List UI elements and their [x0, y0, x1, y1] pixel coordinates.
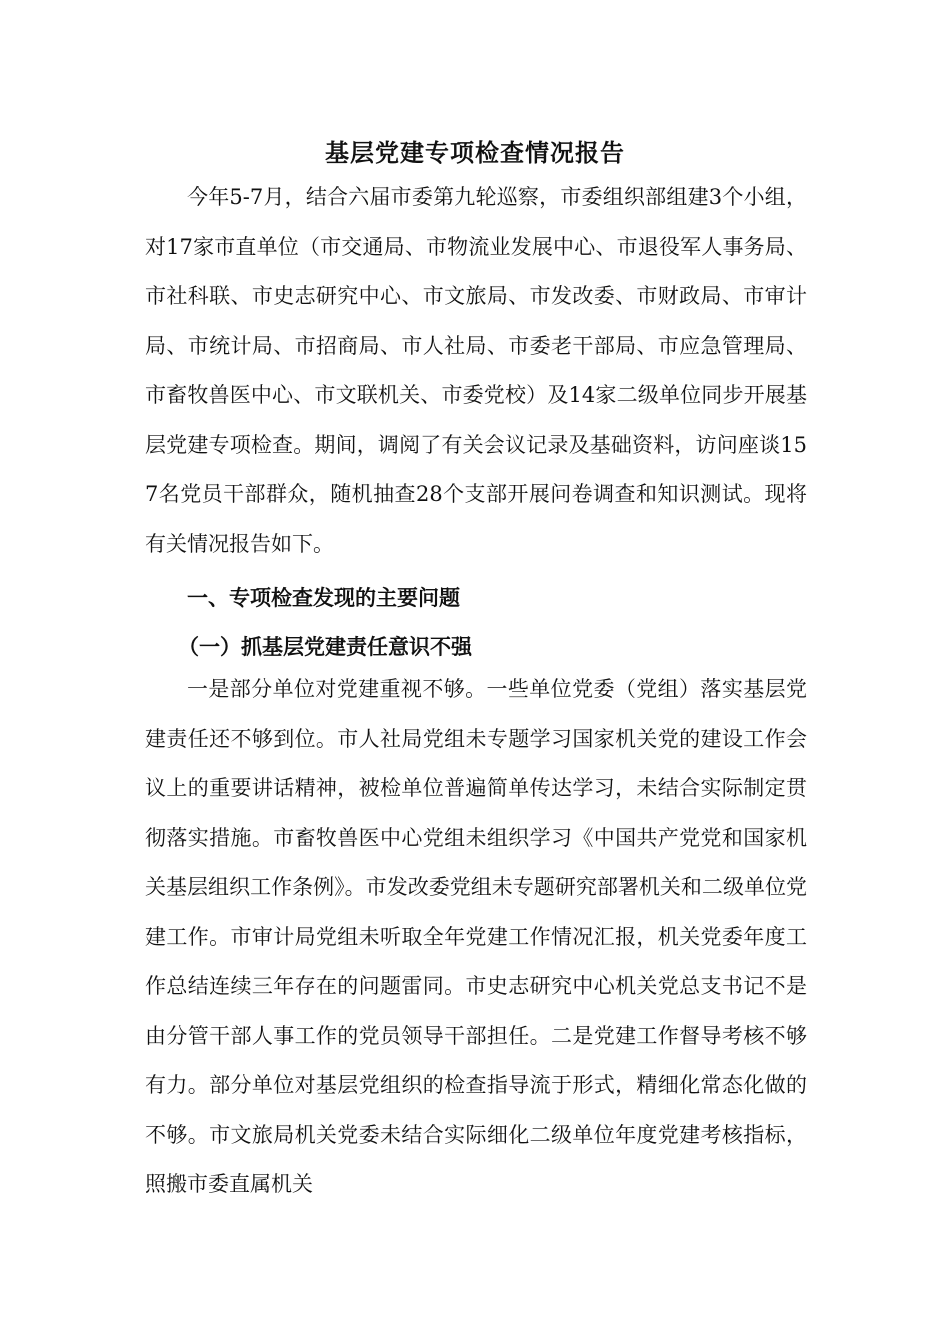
section-heading: 一、专项检查发现的主要问题: [187, 585, 460, 610]
document-title: 基层党建专项检查情况报告: [325, 138, 625, 167]
subsection-heading: （一）抓基层党建责任意识不强: [178, 634, 472, 659]
intro-paragraph: 今年5-7月，结合六届市委第九轮巡察，市委组织部组建3个小组，对17家市直单位（市交通局、市物流业发展中心、市退役军人事务局、市社科联、市史志研究中心、市文旅局、市发改委、市财政局、市审计局、市统计局、市招商局、市人社局、市委老干部局、市应急管理局、市畜牧兽医中心、市文联机关、市委党校）及14家二级单位同步开展基层党建专项检查。期间，调阅了有关会议记录及基础资料，访问座谈157名党员干部群众，随机抽查28个支部开展问卷调查和知识测试。现将有关情况报告如下。: [145, 185, 807, 556]
body-paragraph: 一是部分单位对党建重视不够。一些单位党委（党组）落实基层党建责任还不够到位。市人社局党组未专题学习国家机关党的建设工作会议上的重要讲话精神，被检单位普遍简单传达学习，未结合实际制定贯彻落实措施。市畜牧兽医中心党组未组织学习《中国共产党党和国家机关基层组织工作条例》。市发改委党组未专题研究部署机关和二级单位党建工作。市审计局党组未听取全年党建工作情况汇报，机关党委年度工作总结连续三年存在的问题雷同。市史志研究中心机关党总支书记不是由分管干部人事工作的党员领导干部担任。二是党建工作督导考核不够有力。部分单位对基层党组织的检查指导流于形式，精细化常态化做的不够。市文旅局机关党委未结合实际细化二级单位年度党建考核指标，照搬市委直属机关: [145, 677, 807, 1196]
